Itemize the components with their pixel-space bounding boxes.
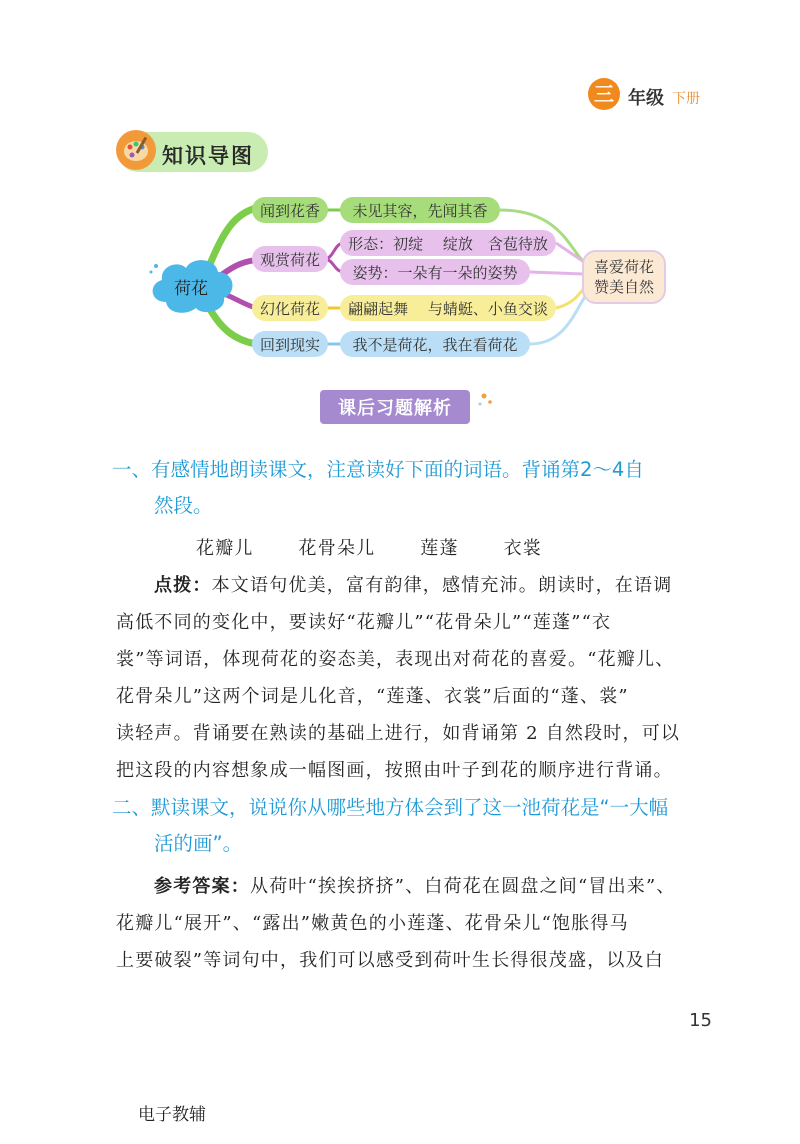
vocab-words [196,530,542,567]
answer-label: 参考答案： [154,876,250,897]
detail-node [340,295,556,321]
tip-line: 花骨朵儿”这两个词是儿化音，“莲蓬、衣裳”后面的“蓬、裳” [116,686,629,707]
detail-node [340,331,530,357]
answer-line: 上要破裂”等词句中，我们可以感受到荷叶生长得很茂盛，以及白 [116,950,664,971]
page-number: 15 [689,1010,712,1031]
tip-line: 把这段的内容想象成一幅图画，按照由叶子到花的顺序进行背诵。 [116,760,673,781]
detail-node [340,197,500,223]
detail-label: 未见其容，先闻其香 [352,201,488,220]
vocab-word: 花骨朵儿 [298,538,376,559]
branch-label: 观赏荷花 [259,250,320,269]
branch-node-reality [252,331,328,357]
detail-node [340,259,530,285]
tip-line: 高低不同的变化中，要读好“花瓣儿”“花骨朵儿”“莲蓬”“衣 [116,612,612,633]
knowledge-map-title: 知识导图 [162,144,254,168]
detail-label: 形态：初绽 绽放 含苞待放 [348,234,548,253]
question-2-line-2: 活的画”。 [154,832,243,855]
question-1-line-1: 一、有感情地朗读课文，注意读好下面的词语。背诵第2～4自 [112,458,644,481]
conclusion-line: 喜爱荷花 [593,258,654,276]
detail-label: 翩翩起舞 与蜻蜓、小鱼交谈 [348,299,548,318]
detail-label: 姿势：一朵有一朵的姿势 [352,263,518,282]
branch-label: 回到现实 [259,335,320,354]
mind-map-center-node [150,258,232,314]
footer-text: 电子教辅 [138,1105,206,1125]
branch-node-view [252,246,328,272]
branch-node-imagine [252,295,328,321]
vocab-word: 花瓣儿 [196,538,254,559]
branch-label: 闻到花香 [259,201,320,220]
answer-text: 从荷叶“挨挨挤挤”、白荷花在圆盘之间“冒出来”、 [250,876,676,897]
conclusion-node [582,250,666,304]
grade-label: 年级 [628,88,664,109]
conclusion-line: 赞美自然 [593,278,654,296]
center-label: 荷花 [174,278,208,299]
sparkle-decoration-icon [472,388,496,412]
tip-line: 裳”等词语，体现荷花的姿态美，表现出对荷花的喜爱。“花瓣儿、 [116,649,675,670]
answer-line: 花瓣儿“展开”、“露出”嫩黄色的小莲蓬、花骨朵儿“饱胀得马 [116,913,629,934]
grade-number: 三 [594,82,614,106]
vocab-word: 衣裳 [503,538,542,559]
branch-node-smell [252,197,328,223]
tip-text: 本文语句优美，富有韵律，感情充沛。朗读时，在语调 [211,575,673,596]
tip-label: 点拨： [154,575,212,596]
grade-sub-label: 下册 [672,91,700,107]
section-title: 课后习题解析 [320,390,470,424]
tip-line: 读轻声。背诵要在熟读的基础上进行，如背诵第 2 自然段时，可以 [116,723,681,744]
branch-label: 幻化荷花 [259,299,320,318]
question-2-line-1: 二、默读课文，说说你从哪些地方体会到了这一池荷花是“一大幅 [112,796,669,819]
tip-line [154,567,672,604]
detail-node [340,230,556,256]
vocab-word: 莲蓬 [420,538,459,559]
answer-line [154,868,676,905]
detail-label: 我不是荷花，我在看荷花 [352,335,518,354]
question-1-line-2: 然段。 [154,494,213,517]
mind-map-connectors [0,0,800,380]
